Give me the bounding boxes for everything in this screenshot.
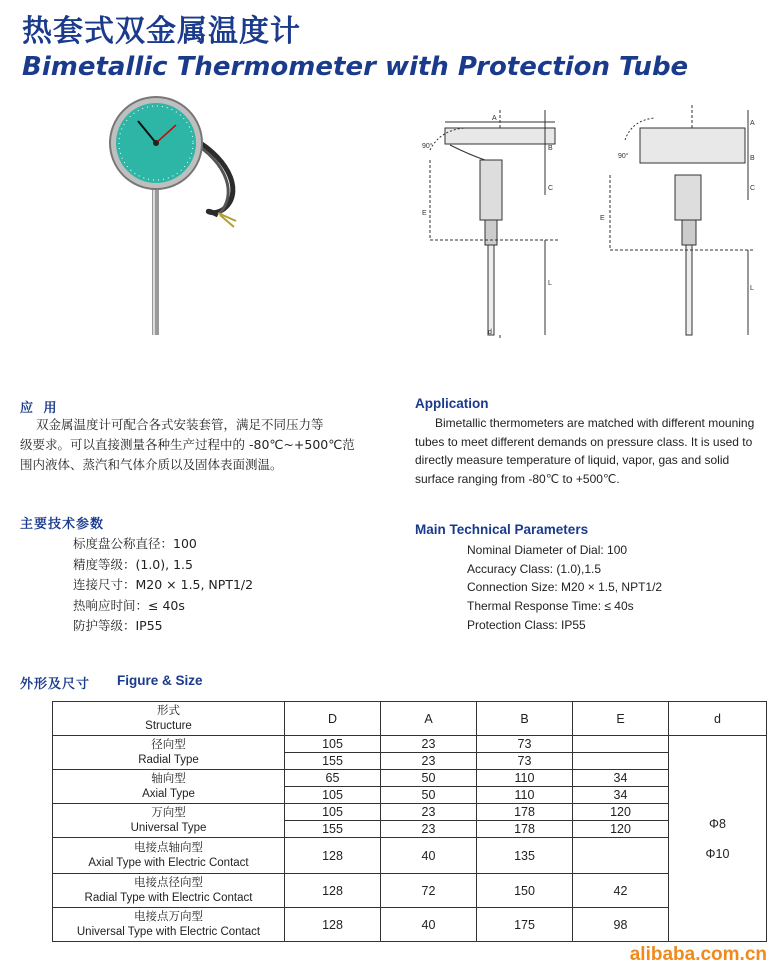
header-structure-en: Structure bbox=[145, 719, 192, 732]
cell-e: 34 bbox=[573, 787, 669, 804]
table-row bbox=[53, 736, 767, 753]
header-col-b: B bbox=[477, 702, 573, 736]
application-text-cn-line: 级要求。可以直接测量各种生产过程中的 -80℃~+500℃范 bbox=[20, 437, 355, 452]
header-col-a: A bbox=[381, 702, 477, 736]
cell-a: 23 bbox=[381, 821, 477, 838]
cell-b: 135 bbox=[477, 838, 573, 874]
application-heading-cn: 应 用 bbox=[20, 401, 60, 416]
label-c-left: C bbox=[548, 185, 554, 192]
dimension-drawings bbox=[410, 100, 770, 345]
d-value: Φ10 bbox=[705, 846, 730, 861]
cell-e bbox=[573, 736, 669, 753]
label-c-right: C bbox=[750, 185, 756, 192]
cell-a: 40 bbox=[381, 838, 477, 874]
watermark: alibaba.com.cn bbox=[629, 944, 767, 965]
structure-cn: 电接点径向型 bbox=[134, 876, 203, 889]
parameter-item-en: Accuracy Class: (1.0),1.5 bbox=[467, 561, 602, 576]
structure-cn: 电接点轴向型 bbox=[134, 841, 203, 854]
cell-e: 98 bbox=[573, 908, 669, 942]
application-text-cn bbox=[20, 415, 380, 475]
application-text-en-line: Bimetallic thermometers are matched with different mouning bbox=[435, 416, 755, 430]
structure-en: Universal Type bbox=[130, 821, 207, 834]
structure-cn: 万向型 bbox=[151, 806, 186, 819]
label-b-left: B bbox=[548, 145, 553, 152]
structure-cn: 电接点万向型 bbox=[134, 910, 203, 923]
cell-a: 50 bbox=[381, 770, 477, 787]
parameter-item-en: Thermal Response Time: ≤ 40s bbox=[467, 599, 634, 614]
label-angle-left: 90° bbox=[422, 143, 433, 150]
table-row bbox=[53, 908, 767, 942]
figure-size-heading-cn: 外形及尺寸 bbox=[20, 677, 91, 692]
header-col-e: E bbox=[573, 702, 669, 736]
table-row bbox=[53, 770, 767, 787]
parameter-item-cn: 精度等级：(1.0), 1.5 bbox=[73, 556, 193, 572]
structure-en: Radial Type with Electric Contact bbox=[84, 891, 253, 904]
header-col-d: D bbox=[285, 702, 381, 736]
cell-d: 155 bbox=[285, 821, 381, 838]
row-structure bbox=[53, 804, 285, 838]
cell-e: 120 bbox=[573, 821, 669, 838]
structure-en: Universal Type with Electric Contact bbox=[76, 925, 261, 938]
parameters-list-en bbox=[467, 541, 662, 635]
parameter-item-en: Nominal Diameter of Dial: 100 bbox=[467, 543, 628, 557]
row-structure bbox=[53, 736, 285, 770]
table-row bbox=[53, 874, 767, 908]
cell-e: 34 bbox=[573, 770, 669, 787]
cell-b: 178 bbox=[477, 804, 573, 821]
cell-d: 155 bbox=[285, 753, 381, 770]
label-e-right: E bbox=[600, 215, 605, 222]
dimensions-table bbox=[52, 701, 767, 942]
cell-a: 23 bbox=[381, 804, 477, 821]
application-text-cn-line: 围内液体、蒸汽和气体介质以及固体表面测温。 bbox=[20, 457, 283, 472]
table-row bbox=[53, 804, 767, 821]
cell-b: 73 bbox=[477, 736, 573, 753]
application-text-en-line: tubes to meet different demands on pressure class. It is used to bbox=[415, 434, 753, 449]
parameter-item-cn: 热响应时间：≤ 40s bbox=[73, 597, 185, 613]
header-structure bbox=[53, 702, 285, 736]
cell-b: 73 bbox=[477, 753, 573, 770]
application-text-cn-line: 双金属温度计可配合各式安装套管，满足不同压力等 bbox=[36, 417, 324, 432]
cell-e: 120 bbox=[573, 804, 669, 821]
cell-e: 42 bbox=[573, 874, 669, 908]
label-angle-right: 90° bbox=[618, 153, 629, 160]
table-row bbox=[53, 838, 767, 874]
row-structure bbox=[53, 770, 285, 804]
structure-cn: 轴向型 bbox=[151, 772, 186, 785]
parameters-heading-cn: 主要技术参数 bbox=[20, 517, 105, 532]
label-d-left: d bbox=[488, 329, 492, 336]
thermometer-photo bbox=[108, 95, 258, 345]
structure-en: Axial Type with Electric Contact bbox=[88, 856, 249, 869]
parameters-list-cn bbox=[73, 534, 253, 637]
cell-d-diameter bbox=[669, 736, 767, 942]
cell-b: 178 bbox=[477, 821, 573, 838]
cell-a: 23 bbox=[381, 753, 477, 770]
cell-b: 150 bbox=[477, 874, 573, 908]
cell-b: 110 bbox=[477, 787, 573, 804]
cell-d: 105 bbox=[285, 804, 381, 821]
header-col-d-diameter: d bbox=[669, 702, 767, 736]
page-title-en: Bimetallic Thermometer with Protection Tube bbox=[22, 52, 689, 82]
page-title-cn: 热套式双金属温度计 bbox=[22, 14, 301, 49]
cell-d: 128 bbox=[285, 908, 381, 942]
label-l-right: L bbox=[750, 285, 754, 292]
d-value: Φ8 bbox=[709, 816, 726, 831]
table-header-row bbox=[53, 702, 767, 736]
structure-cn: 径向型 bbox=[151, 738, 186, 751]
application-text-en-line: directly measure temperature of liquid, vapor, gas and solid bbox=[415, 453, 730, 468]
row-structure bbox=[53, 908, 285, 942]
label-a-left: A bbox=[492, 115, 497, 122]
cell-d: 65 bbox=[285, 770, 381, 787]
structure-en: Radial Type bbox=[138, 753, 199, 766]
cell-e bbox=[573, 753, 669, 770]
cell-a: 72 bbox=[381, 874, 477, 908]
figure-size-heading-en: Figure & Size bbox=[117, 673, 203, 688]
cell-a: 50 bbox=[381, 787, 477, 804]
cell-e bbox=[573, 838, 669, 874]
parameter-item-cn: 标度盘公称直径：100 bbox=[73, 536, 197, 551]
application-heading-en: Application bbox=[415, 396, 489, 411]
parameter-item-en: Connection Size: M20 × 1.5, NPT1/2 bbox=[467, 580, 663, 595]
cell-b: 110 bbox=[477, 770, 573, 787]
cell-a: 40 bbox=[381, 908, 477, 942]
cell-a: 23 bbox=[381, 736, 477, 753]
parameters-heading-en: Main Technical Parameters bbox=[415, 522, 589, 537]
label-e-left: E bbox=[422, 210, 427, 217]
parameter-item-cn: 防护等级：IP55 bbox=[73, 618, 163, 633]
parameter-item-cn: 连接尺寸：M20 × 1.5, NPT1/2 bbox=[73, 577, 254, 592]
header-structure-cn: 形式 bbox=[157, 704, 180, 717]
cell-d: 128 bbox=[285, 838, 381, 874]
cell-b: 175 bbox=[477, 908, 573, 942]
application-text-en-line: surface ranging from -80℃ to +500℃. bbox=[415, 472, 620, 487]
label-b-right: B bbox=[750, 155, 755, 162]
cell-d: 128 bbox=[285, 874, 381, 908]
label-l-left: L bbox=[548, 280, 552, 287]
parameter-item-en: Protection Class: IP55 bbox=[467, 617, 586, 632]
cell-d: 105 bbox=[285, 787, 381, 804]
label-a-right: A bbox=[750, 120, 755, 127]
row-structure bbox=[53, 838, 285, 874]
application-text-en bbox=[415, 414, 771, 489]
cell-d: 105 bbox=[285, 736, 381, 753]
row-structure bbox=[53, 874, 285, 908]
structure-en: Axial Type bbox=[142, 787, 195, 800]
